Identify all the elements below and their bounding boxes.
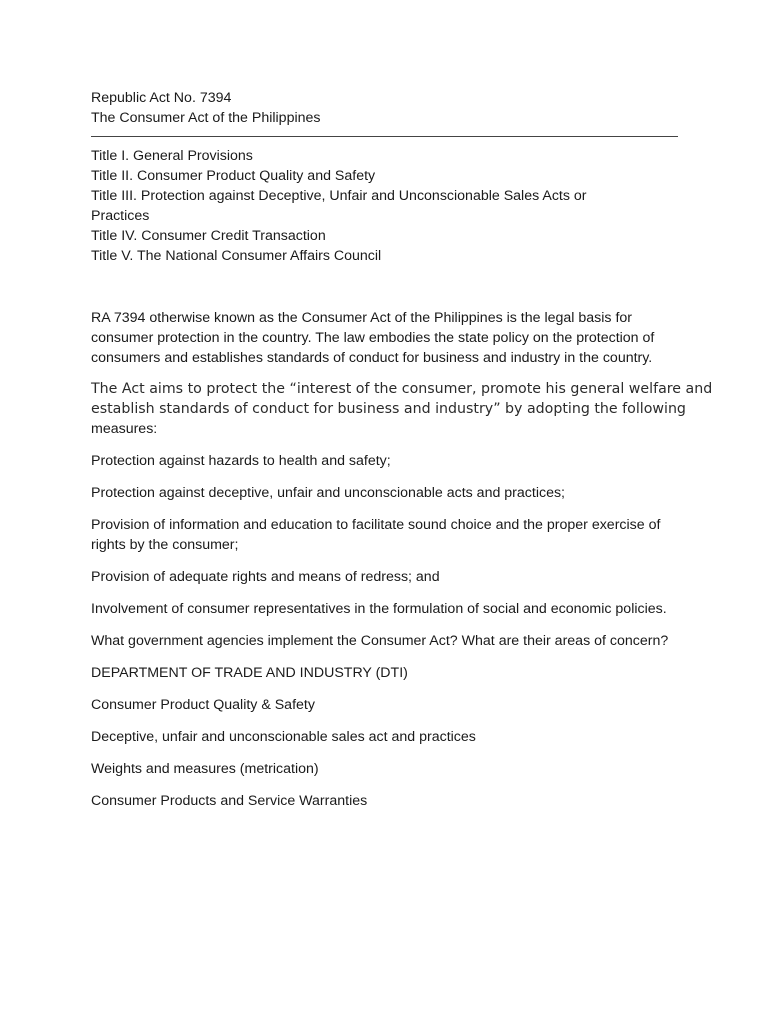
act-name: The Consumer Act of the Philippines (91, 110, 321, 126)
measure-item: Provision of adequate rights and means of redress; and (91, 569, 440, 585)
title-item: Title III. Protection against Deceptive, Unfair and Unconscionable Sales Acts or (91, 188, 587, 204)
agencies-question: What government agencies implement the Consumer Act? What are their areas of concern? (91, 633, 669, 649)
aims-line: The Act aims to protect the “interest of the consumer, promote his general welfare and (91, 381, 713, 397)
aims-line: measures: (91, 421, 158, 437)
title-item: Title IV. Consumer Credit Transaction (91, 228, 326, 244)
aims-paragraph (91, 379, 713, 439)
act-number: Republic Act No. 7394 (91, 90, 232, 106)
agency-area: Consumer Product Quality & Safety (91, 697, 315, 713)
measure-item: Protection against hazards to health and safety; (91, 453, 391, 469)
aims-line: establish standards of conduct for business and industry” by adopting the following (91, 401, 686, 417)
title-item: Title I. General Provisions (91, 148, 253, 164)
title-item: Practices (91, 208, 150, 224)
document-page (91, 88, 713, 823)
agency-area: Consumer Products and Service Warranties (91, 793, 368, 809)
measure-item: Involvement of consumer representatives in the formulation of social and economic policies. (91, 601, 667, 617)
measure-item: Protection against deceptive, unfair and unconscionable acts and practices; (91, 485, 565, 501)
agency-area: Weights and measures (metrication) (91, 761, 319, 777)
header-divider (91, 136, 678, 137)
section-gap (91, 266, 681, 308)
titles-list (91, 146, 681, 266)
agency-area: Deceptive, unfair and unconscionable sales act and practices (91, 729, 476, 745)
measure-item: Provision of information and education to facilitate sound choice and the proper exercise of rights by the consumer; (91, 517, 661, 553)
agency-name: DEPARTMENT OF TRADE AND INDUSTRY (DTI) (91, 665, 408, 681)
intro-paragraph: RA 7394 otherwise known as the Consumer Act of the Philippines is the legal basis for consumer protection in the country. The law embodies the state policy on the protection of consumers and establishes standards of conduct for business and industry in the country. (91, 310, 655, 366)
title-item: Title V. The National Consumer Affairs Council (91, 248, 382, 264)
title-item: Title II. Consumer Product Quality and Safety (91, 168, 376, 184)
